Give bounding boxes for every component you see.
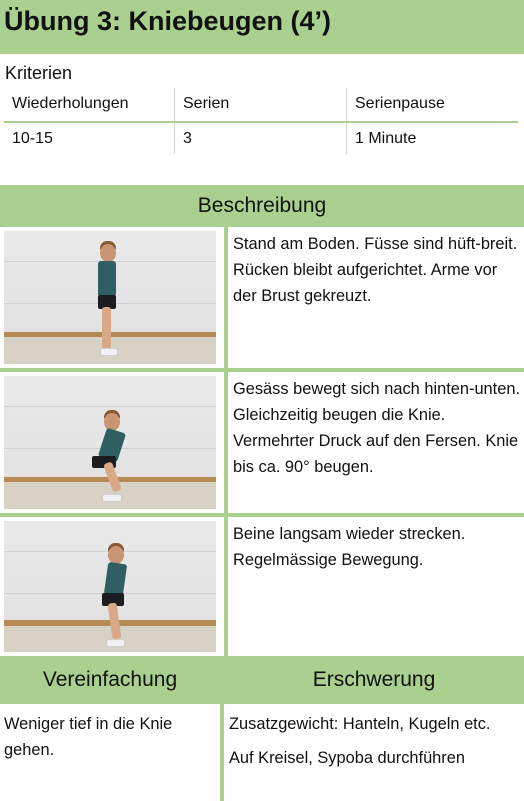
step-photo-cell: [0, 227, 220, 368]
criteria-col-sets: Serien: [174, 88, 346, 121]
difficulty-heading: Erschwerung: [224, 656, 524, 704]
simplification-text: Weniger tief in die Knie gehen.: [4, 715, 173, 759]
criteria-value-row: [4, 123, 518, 154]
step-description: Beine langsam wieder strecken. Regelmässige Bewegung.: [224, 517, 520, 656]
title-bar: [0, 0, 524, 54]
step-row-3: [0, 517, 524, 656]
criteria-heading: Kriterien: [5, 63, 73, 83]
column-divider: [220, 656, 224, 801]
criteria-value-sets: 3: [174, 123, 346, 154]
step-description: Gesäss bewegt sich nach hinten-unten. Gleichzeitig beugen die Knie. Vermehrter Druck auf den Fersen. Knie bis ca. 90° beugen.: [224, 372, 520, 513]
criteria-value-rest: 1 Minute: [346, 123, 518, 154]
step-row-2: [0, 372, 524, 513]
criteria-table: [4, 88, 518, 154]
criteria-col-repetitions: Wiederholungen: [12, 95, 129, 112]
difficulty-item: Zusatzgewicht: Hanteln, Kugeln etc.: [229, 715, 491, 733]
criteria-value-repetitions: 10-15: [12, 130, 53, 147]
step-photo-cell: [0, 517, 220, 656]
step-row-1: [0, 227, 524, 368]
standing-start-photo: [4, 231, 216, 364]
difficulty-item: Auf Kreisel, Sypoba durchführen: [229, 749, 465, 767]
description-heading: Beschreibung: [0, 185, 524, 227]
step-photo-cell: [0, 372, 220, 513]
criteria-header-row: [4, 88, 518, 123]
difficulty-list: [229, 711, 521, 779]
simplification-heading: Vereinfachung: [0, 656, 220, 704]
criteria-col-rest: Serienpause: [346, 88, 518, 121]
squat-down-photo: [4, 376, 216, 509]
page-title: Übung 3: Kniebeugen (4’): [4, 6, 331, 36]
step-description: Stand am Boden. Füsse sind hüft-breit. Rücken bleibt aufgerichtet. Arme vor der Brust gekreuzt.: [224, 227, 520, 368]
rising-up-photo: [4, 521, 216, 652]
